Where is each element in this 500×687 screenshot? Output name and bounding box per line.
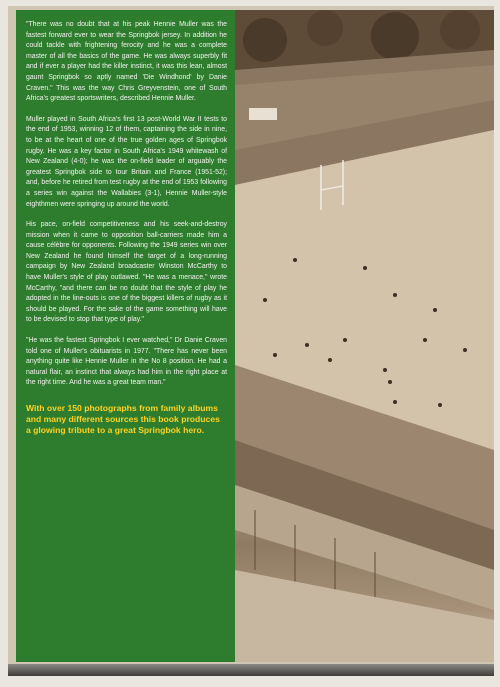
blurb-paragraph-1: "There was no doubt that at his peak Hennie Muller was the fastest forward ever to wear the Springbok jersey. In addition he could tackle with frightening ferocity and he was a complete master of all the basics of the game. He was always superbly fit and if ever a player had the killer instinct, it was this lean, almost gaunt Springbok so aptly named 'Die Windhond' by Danie Craven." This was the way Chris Greyvenstein, one of South Africa's greatest sportswriters, described Hennie Muller. <box>26 21 227 103</box>
stadium-photo <box>235 10 494 662</box>
blurb-paragraph-3: His pace, on-field competitiveness and his seek-and-destroy mission when it came to opposition ball-carriers made him a cause célèbre for opponents. Following the 1949 series win over New Zealand he found himself the target of a long-running campaign by New Zealand broadcaster Winston McCarthy to have Muller's style of play outlawed. "He was a menace," wrote McCarthy, "and there can be no doubt that the style of play he adopted in the line-outs is one of the biggest killers of rugby as it should be played. For the sake of the game something will have to be devised to stop that type of play." <box>26 221 227 324</box>
stadium-photo-illustration <box>235 10 494 662</box>
blurb-paragraph-2: Muller played in South Africa's first 13 post-World War II tests to the end of 1953, winning 12 of them, captaining the side in nine, to be at the heart of one of the true golden ages of Springbok rugby. He was a key factor in South Africa's 1949 whitewash of New Zealand (4-0); he was the on-field leader of arguably the greatest Springbok side to tour Britain and France (1951-52); and, before he retired from test rugby at the end of 1953 following a series win against the Wallabies (3-1), Hennie Muller-style eighthmen were springing up around the world. <box>26 115 227 208</box>
book-bottom-edge <box>8 664 494 676</box>
blurb-paragraph-4: "He was the fastest Springbok I ever watched," Dr Danie Craven told one of Muller's obituarists in 1977. "There has never been anything quite like Hennie Muller in the No 8 position. He had a natural flair, an instinct that always had him in the right place at the right time. And he was a great team man." <box>26 337 227 387</box>
tagline: With over 150 photographs from family albums and many different sources this book produces a glowing tribute to a great Springbok hero. <box>26 403 220 435</box>
scoreboard <box>249 108 277 120</box>
book-back-cover <box>8 6 494 666</box>
blurb-panel <box>16 10 235 662</box>
